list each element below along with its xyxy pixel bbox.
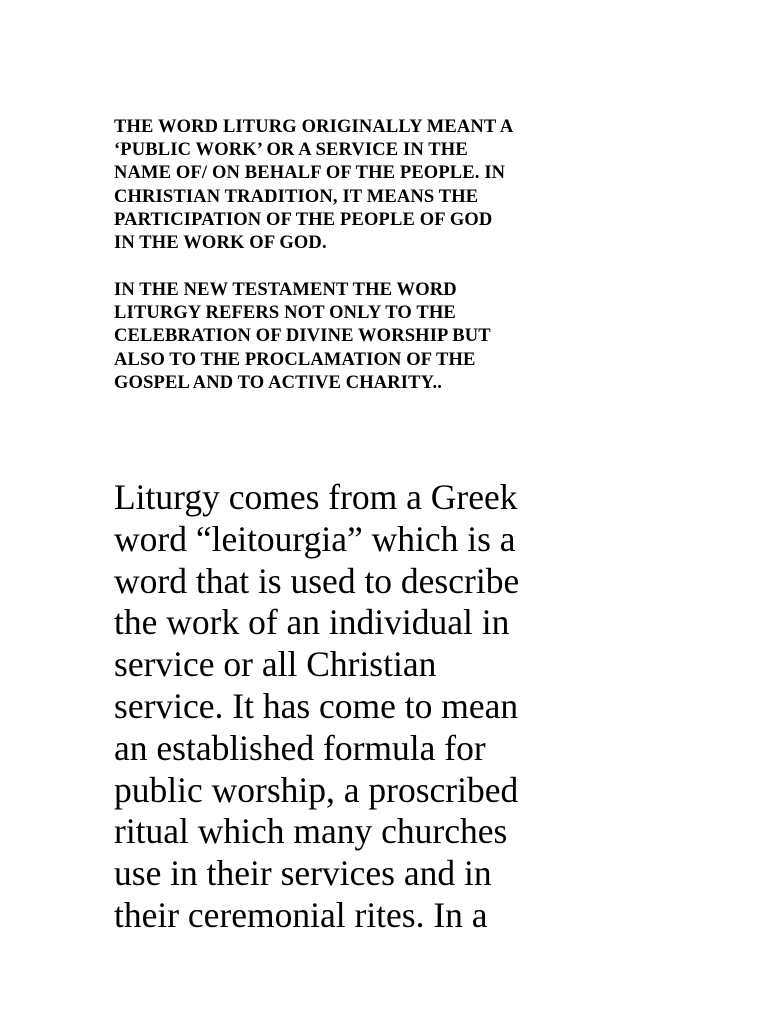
- text-line: the work of an individual in: [114, 602, 510, 643]
- text-line: CHRISTIAN TRADITION, IT MEANS THE: [114, 186, 479, 207]
- text-line: word “leitourgia” which is a: [114, 518, 516, 559]
- text-line: their ceremonial rites. In a: [114, 894, 488, 935]
- text-line: IN THE WORK OF GOD.: [114, 233, 327, 254]
- text-line: ‘PUBLIC WORK’ OR A SERVICE IN THE: [114, 140, 468, 161]
- text-line: service. It has come to mean: [114, 685, 519, 726]
- text-line: PARTICIPATION OF THE PEOPLE OF GOD: [114, 209, 493, 230]
- text-line: an established formula for: [114, 727, 486, 768]
- new-testament-paragraph: [114, 279, 674, 395]
- text-line: LITURGY REFERS NOT ONLY TO THE: [114, 303, 456, 324]
- text-line: use in their services and in: [114, 853, 492, 894]
- text-line: NAME OF/ ON BEHALF OF THE PEOPLE. IN: [114, 163, 506, 184]
- text-line: ritual which many churches: [114, 811, 508, 852]
- text-line: word that is used to describe: [114, 560, 520, 601]
- text-line: Liturgy comes from a Greek: [114, 477, 518, 517]
- text-line: THE WORD LITURG ORIGINALLY MEANT A: [114, 117, 514, 137]
- text-line: ALSO TO THE PROCLAMATION OF THE: [114, 349, 476, 370]
- text-line: IN THE NEW TESTAMENT THE WORD: [114, 280, 457, 300]
- body-paragraph: [114, 477, 714, 937]
- text-line: GOSPEL AND TO ACTIVE CHARITY..: [114, 372, 443, 393]
- text-line: public worship, a proscribed: [114, 769, 519, 810]
- text-line: service or all Christian: [114, 644, 437, 685]
- definition-paragraph: [114, 116, 674, 255]
- text-line: CELEBRATION OF DIVINE WORSHIP BUT: [114, 326, 491, 347]
